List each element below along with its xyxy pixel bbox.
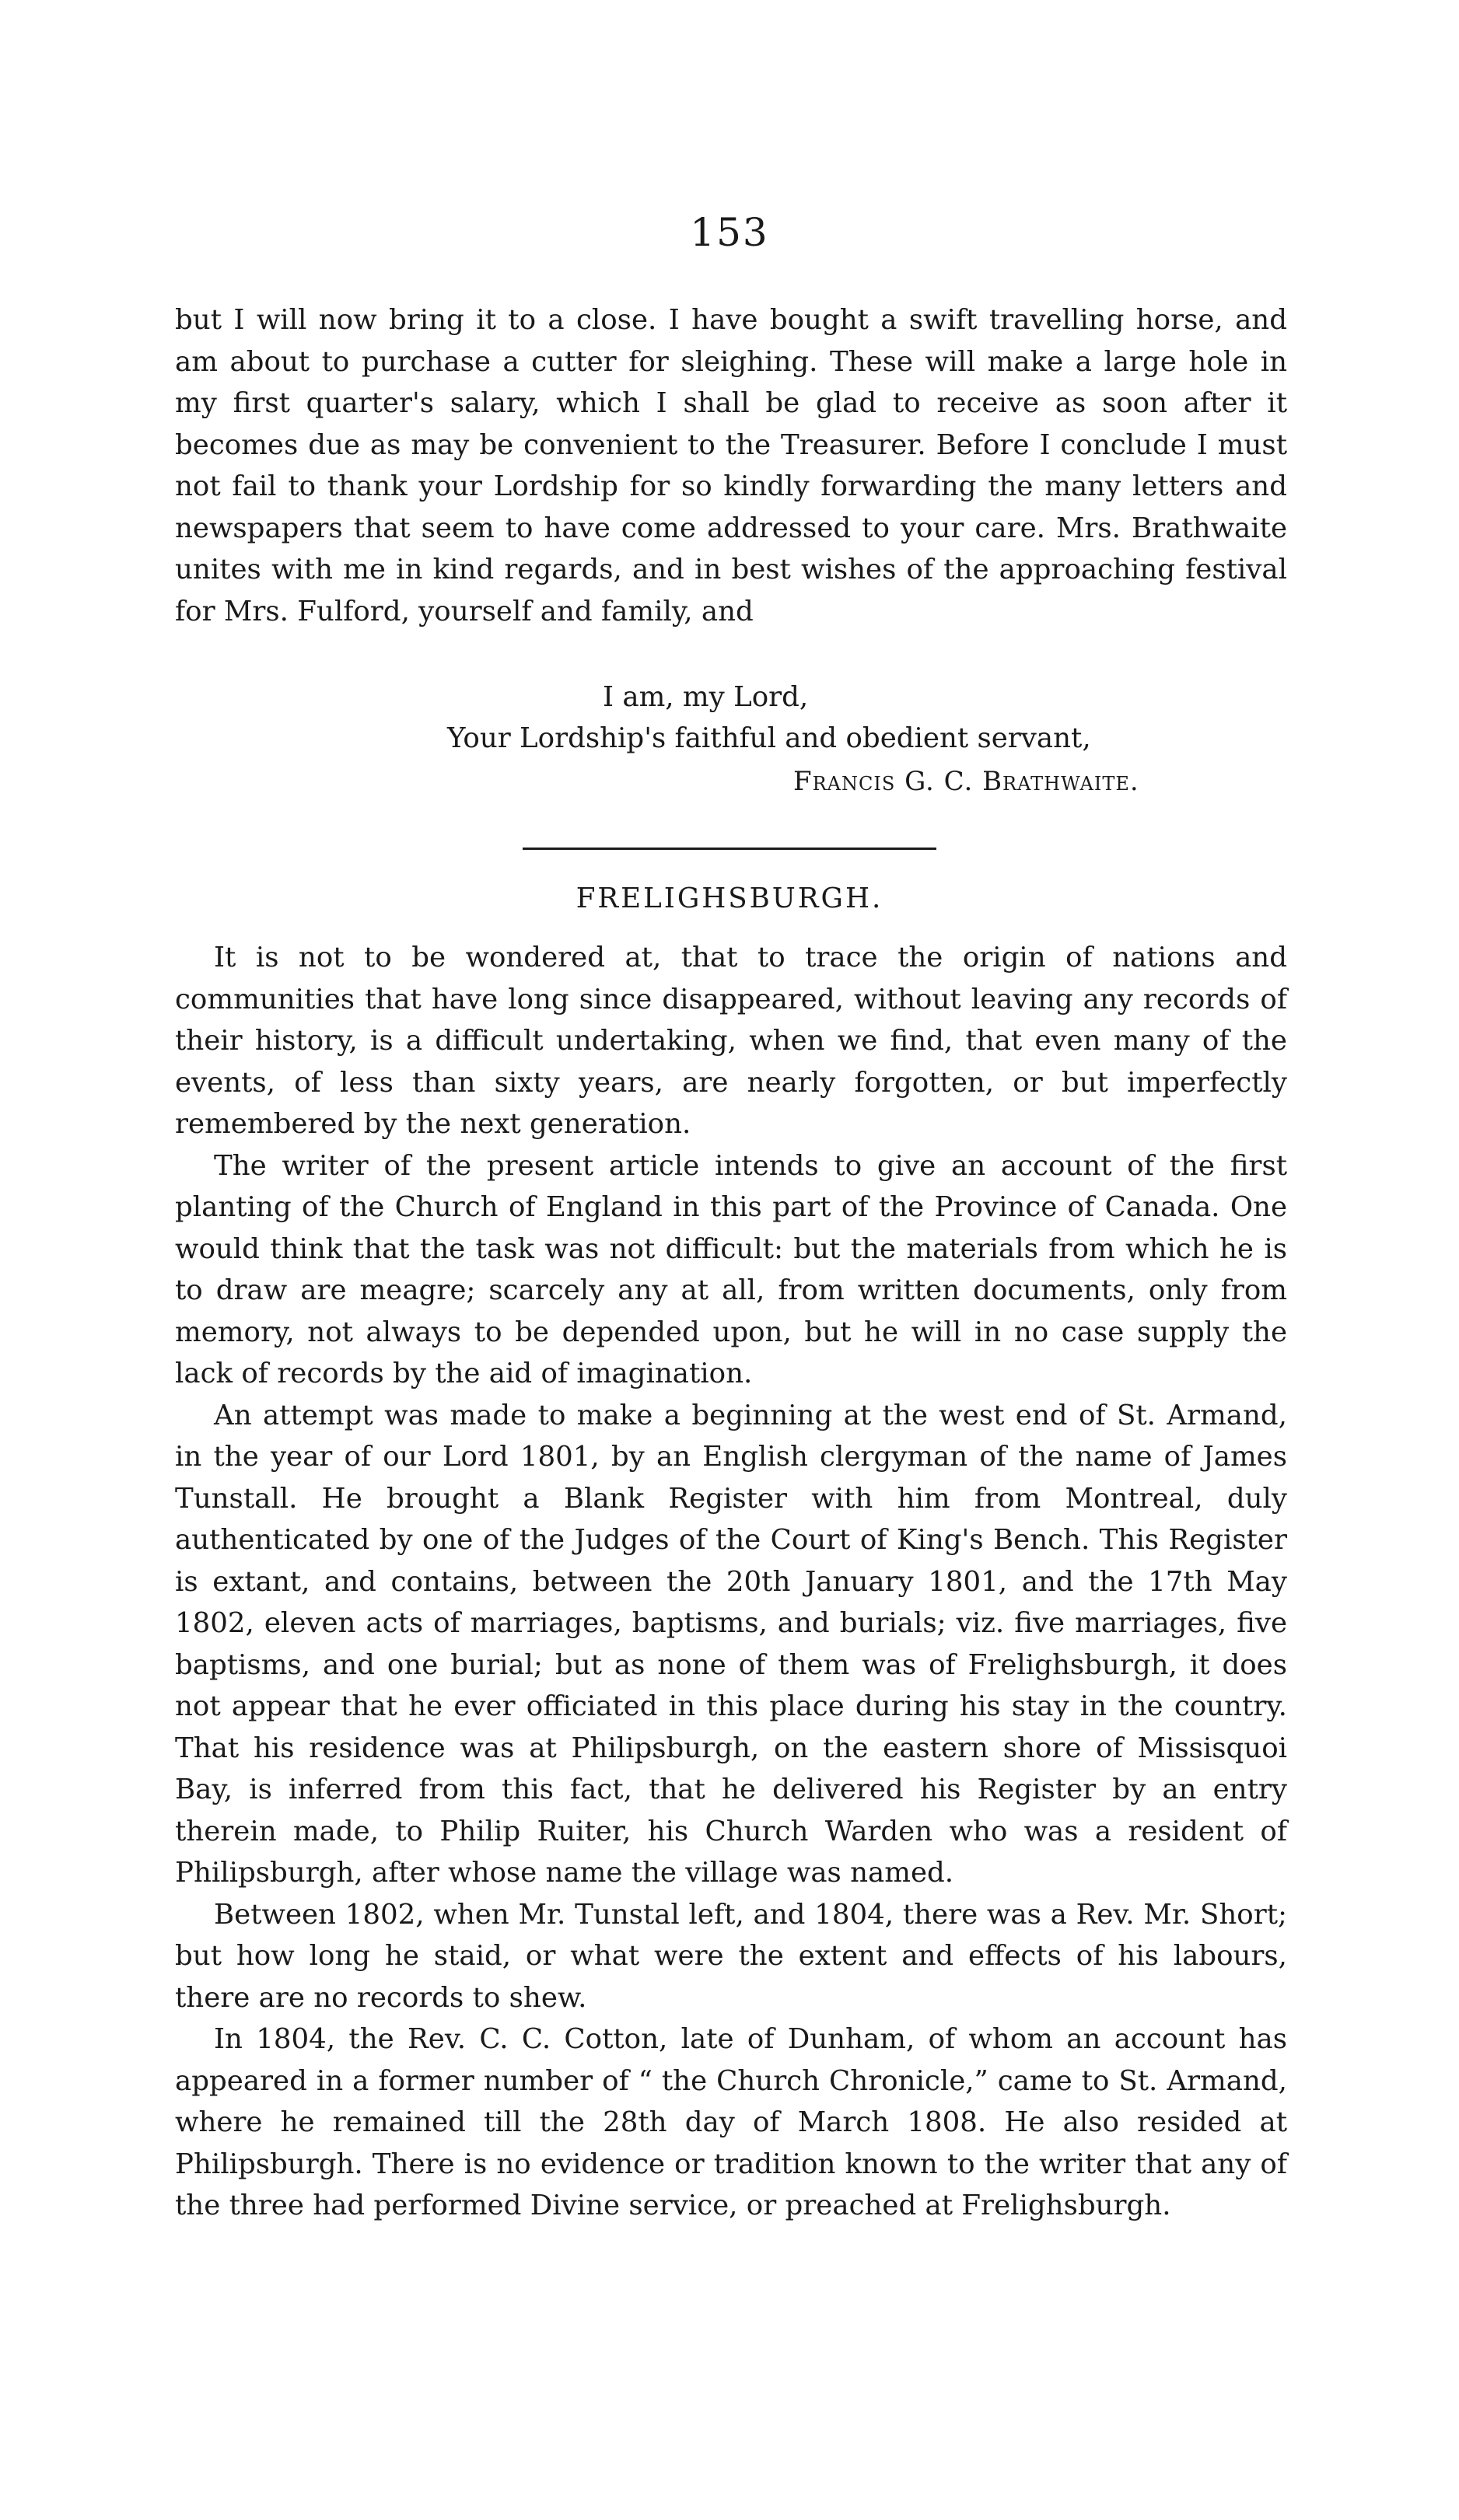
article-paragraph: In 1804, the Rev. C. C. Cotton, late of Dunham, of whom an account has appeared in a former number of “ the Church Chronicle,” came to St. Armand, where he remained till the 28th day of March 1808. He also resided at Philipsburgh. There is no evidence or tradition known to the writer that any of the three had performed Divine service, or preached at Frelighsburgh. bbox=[175, 2023, 1287, 2221]
letter-closing-paragraph bbox=[175, 299, 1287, 632]
letter-salutation: I am, my Lord, bbox=[603, 681, 809, 713]
article-paragraph: It is not to be wondered at, that to trace the origin of nations and communities that have long since disappeared, without leaving any records of their history, is a difficult undertaking, when we find, that even many of the events, of less than sixty years, are nearly forgotten, or but imperfectly remembered by the next generation. bbox=[175, 942, 1287, 1140]
page-number: 153 bbox=[690, 210, 769, 255]
section-divider bbox=[523, 848, 936, 850]
article-paragraph: Between 1802, when Mr. Tunstal left, and 1804, there was a Rev. Mr. Short; but how long he staid, or what were the extent and effects of his labours, there are no records to shew. bbox=[175, 1898, 1287, 2014]
letter-body-text: but I will now bring it to a close. I have bought a swift travelling horse, and am about to purchase a cutter for sleighing. These will make a large hole in my first quarter's salary, which I shall be glad to receive as soon after it becomes due as may be convenient to the Treasurer. Before I conclude I must not fail to thank your Lordship for so kindly forwarding the many letters and newspapers that seem to have come addressed to your care. Mrs. Brathwaite unites with me in kind regards, and in best wishes of the approaching festival for Mrs. Fulford, yourself and family, and bbox=[175, 304, 1287, 627]
section-heading: FRELIGHSBURGH. bbox=[576, 883, 883, 914]
letter-signature: Francis G. C. Brathwaite. bbox=[793, 766, 1139, 797]
letter-valediction: Your Lordship's faithful and obedient servant, bbox=[447, 722, 1091, 754]
article-paragraph: An attempt was made to make a beginning at the west end of St. Armand, in the year of our Lord 1801, by an English clergyman of the name of James Tunstall. He brought a Blank Register with him from Montreal, duly authenticated by one of the Judges of the Court of King's Bench. This Register is extant, and contains, between the 20th January 1801, and the 17th May 1802, eleven acts of marriages, baptisms, and burials; viz. five marriages, five baptisms, and one burial; but as none of them was of Frelighsburgh, it does not appear that he ever officiated in this place during his stay in the country. That his residence was at Philipsburgh, on the eastern shore of Missisquoi Bay, is inferred from this fact, that he delivered his Register by an entry therein made, to Philip Ruiter, his Church Warden who was a resident of Philipsburgh, after whose name the village was named. bbox=[175, 1399, 1287, 1889]
article-body bbox=[175, 937, 1287, 2227]
article-paragraph: The writer of the present article intends to give an account of the first planting of the Church of England in this part of the Province of Canada. One would think that the task was not difficult: but the materials from which he is to draw are meagre; scarcely any at all, from written documents, only from memory, not always to be depended upon, but he will in no case supply the lack of records by the aid of imagination. bbox=[175, 1149, 1287, 1389]
